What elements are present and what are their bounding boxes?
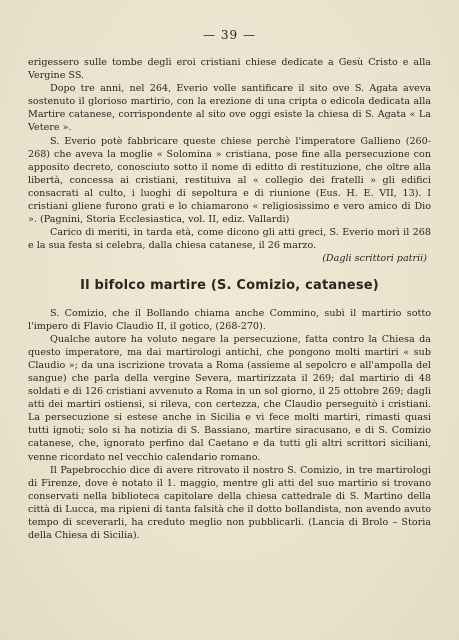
paragraph: Il Papebrocchio dice di avere ritrovato il nostro S. Comizio, in tre martirologi di Firenze, dove è notato il 1. maggio, mentre gli atti del suo martirio si trovano conservati nella biblioteca capitolare della chiesa cattedrale di S. Martino della città di Lucca, ma ripieni di tanta falsità che il dotto bollandista, non avendo avuto tempo di sceverarli, ha creduto meglio non pubblicarli. (Lancia di Brolo – Storia della Chiesa di Sicilia). — [28, 464, 431, 542]
section-title: Il bifolco martire (S. Comizio, catanese) — [80, 277, 379, 293]
paragraph: Qualche autore ha voluto negare la persecuzione, fatta contro la Chiesa da questo imperatore, ma dai martirologi antichi, che pongono molti martiri « sub Claudio »; da una iscrizione trovata a Roma (assieme al sepolcro e all'ampolla del sangue) che parla della vergine Severa, martirizzata il 269; dal martirio di 48 soldati e di 126 cristiani avvenuto a Roma in un sol giorno, il 25 ottobre 269; dagli atti dei martiri ostiensi, si rileva, con certezza, che Claudio perseguitò i cristiani. La persecuzione si estese anche in Sicilia e vi fece molti martiri, rimasti quasi tutti ignoti; solo si ha notizia di S. Bassiano, martire siracusano, e di S. Comizio catanese, che, ignorato perfino dal Caetano e da tutti gli altri scrittori siciliani, venne ricordato nel vecchio calendario romano. — [28, 333, 431, 463]
paragraph: S. Everio potè fabbricare queste chiese perchè l'imperatore Gallieno (260-268) che aveva la moglie « Solomina » cristiana, pose fine alla persecuzione con apposito decreto, conosciuto sotto il nome di editto di restituzione, che oltre alla libertà, concessa ai cristiani, restituiva al « collegio dei fratelli » gli edifici consacrati al culto, i luoghi di sepoltura e di riunione (Eus. H. E. VII, 13). I cristiani gliene furono grati e lo chiamarono « religiosissimo e vero amico di Dio ». (Pagnini, Storia Ecclesiastica, vol. II, ediz. Vallardi) — [28, 135, 431, 226]
paragraph: Carico di meriti, in tarda età, come dicono gli atti greci, S. Everio morì il 268 e la sua festa si celebra, dalla chiesa catanese, il 26 marzo. — [28, 227, 431, 252]
section-everio — [28, 56, 431, 266]
paragraph: Dopo tre anni, nel 264, Everio volle santificare il sito ove S. Agata aveva sostenuto il glorioso martirio, con la erezione di una cripta o edicola dedicata alla Martire catanese, corrispondente al sito ove oggi esiste la chiesa di S. Agata « La Vetere ». — [28, 83, 431, 134]
paragraph: erigessero sulle tombe degli eroi cristiani chiese dedicate a Gesù Cristo e alla Vergine SS. — [28, 57, 431, 82]
page-number: — 39 — — [203, 28, 256, 42]
section-comizio — [28, 307, 431, 543]
paragraph: S. Comizio, che il Bollando chiama anche Commino, subì il martirio sotto l'impero di Flavio Claudio II, il gotico, (268-270). — [28, 307, 431, 332]
source-note: (Dagli scrittori patrii) — [322, 253, 427, 265]
